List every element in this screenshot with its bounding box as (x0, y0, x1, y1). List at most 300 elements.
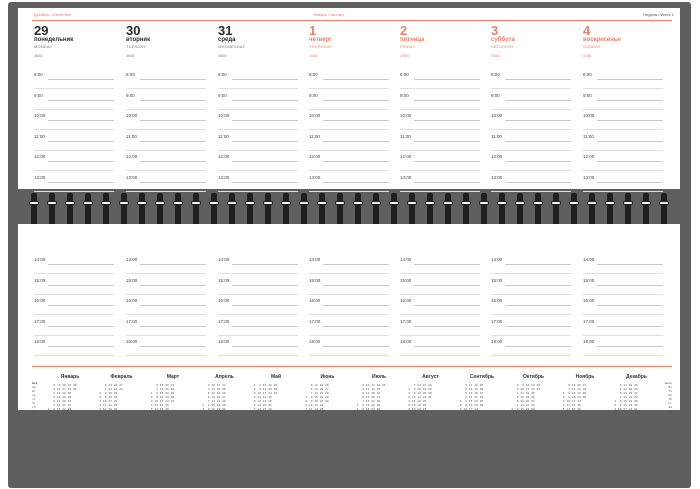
time-slot[interactable] (309, 298, 389, 308)
writing-line (400, 88, 480, 89)
writing-line (491, 355, 571, 356)
time-slot[interactable] (309, 72, 389, 82)
time-label: 16:00 (126, 298, 138, 303)
writing-line (126, 294, 206, 295)
ring-hole (335, 201, 345, 205)
writing-line (309, 314, 389, 315)
writing-line (309, 191, 389, 192)
time-label: 14:00 (491, 257, 503, 262)
writing-line (583, 129, 663, 130)
ring-hole (659, 201, 669, 205)
time-slot[interactable] (126, 154, 206, 164)
time-slot[interactable] (34, 319, 114, 329)
time-slot[interactable] (34, 113, 114, 123)
month-days: 6 13 20 27 7 14 21 28 1 8 15 22 2 9 16 23 3 10 17 24 4 11 18 25 5 12 19 26 (99, 384, 123, 411)
time-slot[interactable] (126, 278, 206, 288)
writing-line (400, 129, 480, 130)
time-label: 14:00 (400, 257, 412, 262)
time-label: 15:00 (126, 277, 138, 283)
month-days: 4 11 18 25 5 12 19 26 6 13 20 27 7 14 21 28 1 8 15 22 29 2 9 16 23 30 3 10 17 24 31 (614, 384, 638, 411)
writing-line (140, 100, 206, 101)
time-label: 9:00 (309, 92, 318, 98)
time-slot[interactable] (309, 319, 389, 329)
time-label: 17:00 (34, 318, 46, 324)
writing-line (34, 170, 114, 171)
time-slot[interactable] (34, 257, 114, 267)
time-slot[interactable] (218, 257, 298, 267)
day-num: 30 (126, 23, 141, 38)
time-label: 8:00 (400, 72, 409, 77)
time-slot[interactable] (218, 298, 298, 308)
ring-hole (191, 201, 201, 205)
writing-line (414, 326, 480, 327)
day-en: FRIDAY (400, 44, 416, 49)
month-days: 2 9 16 23 30 3 10 17 24 31 4 11 18 25 5 12 19 26 6 13 20 27 7 14 21 28 1 8 15 22 29 (47, 384, 77, 411)
writing-line (140, 305, 206, 306)
time-label: 13:00 (309, 174, 321, 180)
writing-line (140, 161, 206, 162)
month-days: 1 8 15 22 29 2 9 16 23 30 3 10 17 24 31 4 11 18 25 5 12 19 26 6 13 20 27 7 14 21 28 (253, 384, 278, 411)
time-slot[interactable] (583, 278, 663, 288)
writing-line (126, 129, 206, 130)
weekday-label: вт (32, 390, 36, 393)
time-slot[interactable] (583, 175, 663, 185)
ring-hole (29, 201, 39, 205)
time-label: 15:00 (583, 277, 595, 283)
writing-line (309, 273, 389, 274)
time-slot[interactable] (126, 93, 206, 103)
writing-line (34, 88, 114, 89)
time-slot[interactable] (583, 298, 663, 308)
time-slot[interactable] (400, 113, 480, 123)
writing-line (34, 273, 114, 274)
writing-line (400, 109, 480, 110)
ring-hole (389, 201, 399, 205)
time-slot[interactable] (218, 134, 298, 144)
time-slot[interactable] (491, 175, 571, 185)
time-label: 11:00 (400, 133, 411, 139)
writing-line (323, 285, 389, 286)
writing-line (309, 355, 389, 356)
writing-line (491, 191, 571, 192)
time-slot[interactable] (400, 154, 480, 164)
writing-line (491, 170, 571, 171)
time-slot[interactable] (491, 113, 571, 123)
month-days: 3 10 17 24 31 4 11 18 25 5 12 19 26 6 13 20 27 7 14 21 28 1 8 15 22 29 2 9 16 23 30 (356, 384, 386, 411)
time-label: 12:00 (491, 154, 503, 159)
ring-hole (443, 201, 453, 205)
time-slot[interactable] (126, 319, 206, 329)
writing-line (126, 273, 206, 274)
time-slot[interactable] (218, 72, 298, 82)
month-calendar (355, 374, 403, 412)
time-label: 14:00 (218, 257, 230, 262)
month-name: Октябрь (523, 374, 544, 380)
writing-line (414, 285, 480, 286)
month-calendar (561, 374, 609, 412)
time-slot[interactable] (218, 154, 298, 164)
time-label: 16:00 (34, 298, 46, 303)
writing-line (597, 305, 663, 306)
time-label: 9:00 (583, 92, 592, 98)
month-days: 5 12 19 26 6 13 20 27 7 14 21 28 1 8 15 22 29 2 9 16 23 30 3 10 17 24 4 11 18 25 (305, 384, 329, 411)
time-slot[interactable] (583, 257, 663, 267)
time-label: 12:00 (34, 154, 46, 159)
writing-line (597, 182, 663, 183)
time-label: 13:00 (218, 174, 230, 180)
writing-line (140, 141, 206, 142)
day-header-3 (309, 24, 394, 58)
month-name: Ноябрь (575, 374, 595, 380)
time-slot[interactable] (126, 257, 206, 267)
time-slot[interactable] (34, 154, 114, 164)
day-en: WEDNESDAY (218, 44, 246, 49)
day-sub: 1/364 (309, 54, 318, 58)
writing-line (232, 326, 298, 327)
writing-line (126, 150, 206, 151)
time-slot[interactable] (400, 93, 480, 103)
time-slot[interactable] (309, 154, 389, 164)
time-slot[interactable] (491, 72, 571, 82)
time-slot[interactable] (491, 319, 571, 329)
time-slot[interactable] (34, 72, 114, 82)
ring-hole (245, 201, 255, 205)
ring-hole (641, 201, 651, 205)
time-slot[interactable] (309, 257, 389, 267)
ring-hole (173, 201, 183, 205)
writing-line (597, 100, 663, 101)
weekday-label: сб (32, 406, 36, 409)
month-calendar (252, 374, 300, 412)
writing-line (505, 346, 571, 347)
month-name: Сентябрь (470, 374, 494, 380)
writing-line (414, 100, 480, 101)
writing-line (597, 79, 663, 80)
time-label: 8:00 (218, 72, 227, 77)
writing-line (400, 335, 480, 336)
time-slot[interactable] (583, 154, 663, 164)
writing-line (414, 79, 480, 80)
writing-line (218, 273, 298, 274)
time-slot[interactable] (34, 278, 114, 288)
weekday-label: вс (32, 410, 36, 413)
writing-line (400, 150, 480, 151)
writing-line (414, 161, 480, 162)
header-week-number: Неделя / Week 1 (643, 12, 674, 17)
writing-line (218, 191, 298, 192)
month-calendar (149, 374, 197, 412)
time-slot[interactable] (126, 339, 206, 349)
time-label: 15:00 (309, 277, 321, 283)
month-name: Декабрь (626, 374, 647, 380)
writing-line (583, 335, 663, 336)
writing-line (597, 346, 663, 347)
month-days: 7 14 21 28 1 8 15 22 29 2 9 16 23 30 3 10 17 24 31 4 11 18 25 5 12 19 26 6 13 20 27 (408, 384, 432, 411)
month-calendar (304, 374, 352, 412)
month-name: Май (270, 374, 282, 380)
time-label: 12:00 (309, 154, 321, 159)
writing-line (309, 170, 389, 171)
writing-line (232, 79, 298, 80)
time-slot[interactable] (218, 93, 298, 103)
day-header-2 (218, 24, 303, 58)
writing-line (583, 191, 663, 192)
time-label: 9:00 (218, 92, 227, 98)
time-slot[interactable] (34, 134, 114, 144)
time-slot[interactable] (491, 154, 571, 164)
writing-line (583, 294, 663, 295)
time-label: 10:00 (218, 113, 230, 118)
day-header-6 (583, 24, 668, 58)
writing-line (218, 335, 298, 336)
day-sub: 2/363 (400, 54, 409, 58)
ring-hole (263, 201, 273, 205)
time-slot[interactable] (400, 72, 480, 82)
time-label: 16:00 (583, 298, 595, 303)
writing-line (597, 326, 663, 327)
writing-line (232, 285, 298, 286)
writing-line (505, 326, 571, 327)
writing-line (48, 264, 114, 265)
time-slot[interactable] (400, 134, 480, 144)
time-slot[interactable] (583, 93, 663, 103)
writing-line (48, 305, 114, 306)
day-ru: понедельник (34, 37, 74, 43)
time-slot[interactable] (126, 113, 206, 123)
ring-hole (425, 201, 435, 205)
day-en: MONDAY (34, 44, 53, 49)
time-label: 8:00 (491, 72, 500, 77)
weekday-label-right: Fr (668, 402, 672, 405)
ring-hole (569, 201, 579, 205)
writing-line (583, 355, 663, 356)
writing-line (505, 161, 571, 162)
writing-line (218, 88, 298, 89)
time-label: 14:00 (309, 257, 321, 262)
writing-line (126, 109, 206, 110)
time-label: 14:00 (126, 257, 138, 262)
time-slot[interactable] (218, 113, 298, 123)
month-calendar (46, 374, 94, 412)
time-slot[interactable] (583, 319, 663, 329)
time-slot[interactable] (218, 278, 298, 288)
writing-line (505, 305, 571, 306)
time-slot[interactable] (218, 339, 298, 349)
time-slot[interactable] (400, 175, 480, 185)
writing-line (126, 335, 206, 336)
time-slot[interactable] (400, 257, 480, 267)
ring-hole (83, 201, 93, 205)
month-calendar (407, 374, 455, 412)
time-label: 9:00 (491, 92, 500, 98)
planner-bottom-page (18, 224, 680, 413)
writing-line (48, 161, 114, 162)
time-slot[interactable] (126, 134, 206, 144)
time-label: 15:00 (218, 277, 230, 283)
month-calendar (458, 374, 506, 412)
time-label: 12:00 (218, 154, 230, 159)
month-calendar (613, 374, 661, 412)
writing-line (126, 88, 206, 89)
writing-line (140, 264, 206, 265)
writing-line (583, 170, 663, 171)
time-slot[interactable] (583, 339, 663, 349)
time-label: 10:00 (34, 113, 46, 118)
time-label: 13:00 (491, 174, 503, 180)
writing-line (414, 182, 480, 183)
time-slot[interactable] (400, 278, 480, 288)
writing-line (323, 182, 389, 183)
time-slot[interactable] (126, 72, 206, 82)
ring-hole (533, 201, 543, 205)
day-num: 4 (583, 23, 591, 38)
time-slot[interactable] (309, 113, 389, 123)
time-label: 8:00 (309, 72, 318, 77)
time-label: 15:00 (34, 277, 46, 283)
day-sub: 363/2 (34, 54, 43, 58)
time-slot[interactable] (491, 298, 571, 308)
time-slot[interactable] (34, 175, 114, 185)
month-days: 4 11 18 25 5 12 19 26 6 13 20 27 7 14 21 28 1 8 15 22 29 2 9 16 23 30 3 10 17 24 (459, 384, 484, 411)
time-label: 17:00 (491, 318, 503, 324)
time-label: 15:00 (400, 277, 412, 283)
time-slot[interactable] (34, 298, 114, 308)
month-name: Март (166, 374, 180, 380)
writing-line (48, 141, 114, 142)
writing-line (309, 335, 389, 336)
writing-line (232, 305, 298, 306)
time-slot[interactable] (491, 93, 571, 103)
time-label: 16:00 (309, 298, 321, 303)
writing-line (140, 182, 206, 183)
time-slot[interactable] (491, 134, 571, 144)
time-slot[interactable] (491, 257, 571, 267)
writing-line (34, 314, 114, 315)
writing-line (400, 191, 480, 192)
weekday-labels-right (665, 382, 672, 414)
time-label: 18:00 (491, 339, 503, 344)
ring-hole (407, 201, 417, 205)
writing-line (491, 150, 571, 151)
time-slot[interactable] (309, 175, 389, 185)
month-days: 2 9 16 23 30 3 10 17 24 31 4 11 18 25 5 12 19 26 6 13 20 27 7 14 21 28 1 8 15 22 29 (511, 384, 541, 411)
writing-line (323, 264, 389, 265)
day-ru: среда (218, 37, 236, 43)
writing-line (48, 79, 114, 80)
writing-line (491, 88, 571, 89)
time-label: 8:00 (583, 72, 592, 77)
writing-line (140, 120, 206, 121)
ring-hole (461, 201, 471, 205)
time-label: 11:00 (309, 133, 320, 139)
time-label: 12:00 (126, 154, 138, 159)
day-sub: 364/1 (126, 54, 135, 58)
ring-hole (317, 201, 327, 205)
time-slot[interactable] (583, 134, 663, 144)
ring-hole (155, 201, 165, 205)
writing-line (400, 314, 480, 315)
writing-line (323, 120, 389, 121)
time-label: 10:00 (583, 113, 595, 118)
writing-line (491, 129, 571, 130)
day-en: SATURDAY (491, 44, 514, 49)
writing-line (323, 161, 389, 162)
writing-line (597, 285, 663, 286)
day-header-4 (400, 24, 485, 58)
time-slot[interactable] (309, 339, 389, 349)
time-slot[interactable] (309, 134, 389, 144)
time-label: 11:00 (126, 133, 137, 139)
writing-line (323, 346, 389, 347)
day-header-5 (491, 24, 576, 58)
writing-line (48, 182, 114, 183)
time-slot[interactable] (583, 72, 663, 82)
time-slot[interactable] (491, 278, 571, 288)
day-ru: четверг (309, 37, 332, 43)
writing-line (34, 129, 114, 130)
time-slot[interactable] (400, 298, 480, 308)
time-slot[interactable] (126, 175, 206, 185)
writing-line (400, 355, 480, 356)
time-slot[interactable] (218, 175, 298, 185)
writing-line (505, 100, 571, 101)
time-slot[interactable] (583, 113, 663, 123)
weekday-label: чт (32, 398, 36, 401)
time-label: 14:00 (34, 257, 46, 262)
month-name: Январь (60, 374, 80, 380)
time-slot[interactable] (309, 278, 389, 288)
time-label: 10:00 (491, 113, 503, 118)
writing-line (414, 141, 480, 142)
day-sub: 4/361 (583, 54, 592, 58)
weekday-label-right: Su (668, 410, 672, 413)
time-label: 13:00 (126, 174, 138, 180)
day-num: 3 (491, 23, 499, 38)
time-slot[interactable] (309, 93, 389, 103)
writing-line (48, 326, 114, 327)
ring-hole (515, 201, 525, 205)
time-slot[interactable] (400, 319, 480, 329)
time-label: 12:00 (400, 154, 412, 159)
time-label: 13:00 (34, 174, 46, 180)
writing-line (34, 191, 114, 192)
weekday-label-right: Tu (668, 390, 672, 393)
day-sub: 3/362 (491, 54, 500, 58)
writing-line (400, 170, 480, 171)
month-calendar (201, 374, 249, 412)
writing-line (491, 273, 571, 274)
time-slot[interactable] (126, 298, 206, 308)
time-slot[interactable] (400, 339, 480, 349)
time-slot[interactable] (34, 93, 114, 103)
writing-line (491, 109, 571, 110)
writing-line (597, 120, 663, 121)
writing-line (34, 294, 114, 295)
time-label: 11:00 (34, 133, 45, 139)
time-label: 14:00 (583, 257, 595, 262)
time-slot[interactable] (491, 339, 571, 349)
writing-line (505, 120, 571, 121)
time-slot[interactable] (218, 319, 298, 329)
writing-line (414, 264, 480, 265)
writing-line (126, 355, 206, 356)
time-slot[interactable] (34, 339, 114, 349)
time-label: 11:00 (218, 133, 229, 139)
weekday-label-right: Mo (668, 386, 672, 389)
writing-line (34, 150, 114, 151)
writing-line (583, 88, 663, 89)
writing-line (414, 120, 480, 121)
